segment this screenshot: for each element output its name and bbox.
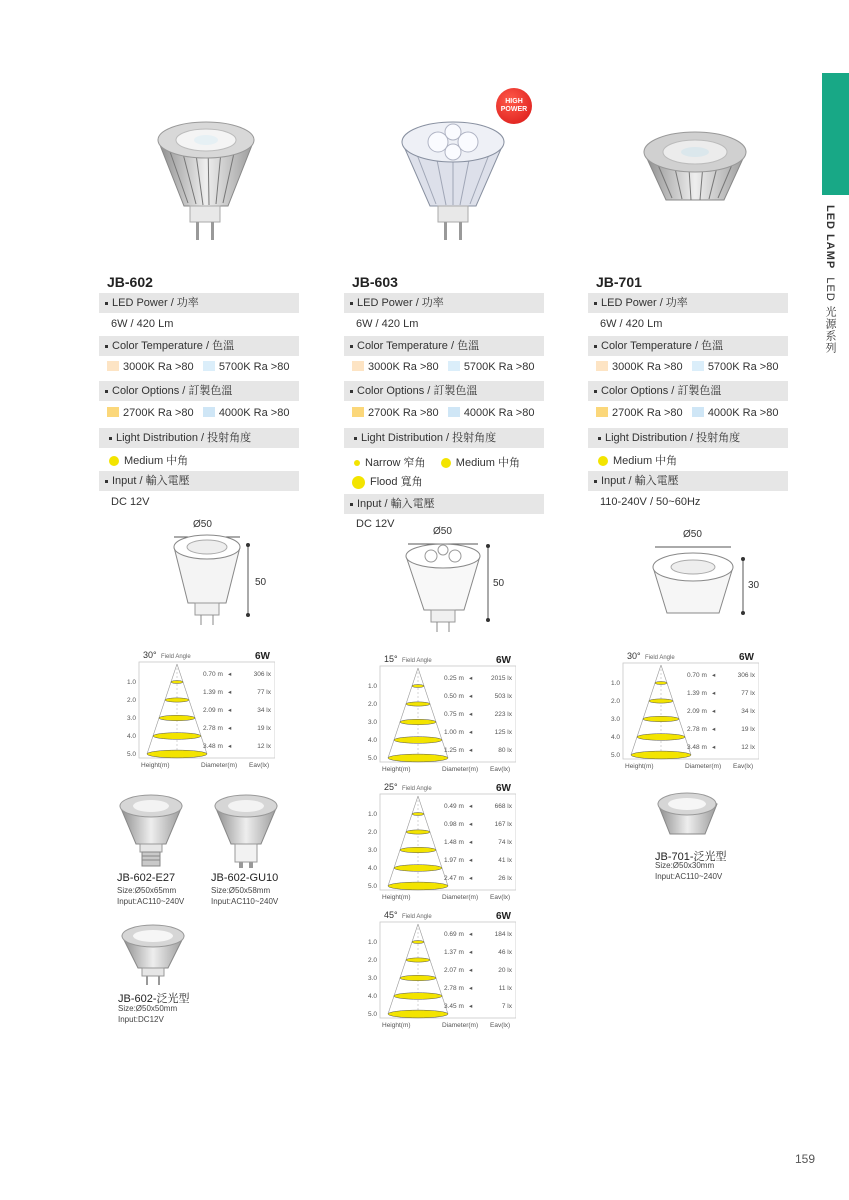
dimension-drawing-jb602 — [160, 515, 270, 630]
chart-cone-left — [388, 796, 418, 886]
chart-height-tick: 2.0 — [127, 697, 137, 704]
spec-block-jb701 — [588, 0, 808, 520]
spec-value-power: 6W / 420 Lm — [356, 318, 419, 330]
spec-bar-color-temperature: Color Temperature / 色溫 — [588, 336, 788, 356]
chart-wattage: 6W — [255, 651, 270, 662]
chart-field-angle: 45° — [384, 910, 398, 920]
variant-image-jb602-flood — [118, 918, 188, 986]
high-power-badge: HIGH POWER — [496, 88, 532, 124]
product-title: JB-701 — [596, 274, 642, 290]
variant-image-jb701-flood — [655, 786, 720, 841]
spec-bar-power: LED Power / 功率 — [344, 293, 544, 313]
variant-image-jb602-gu10 — [211, 788, 281, 870]
chart-eav-value: 184 lx — [494, 931, 512, 938]
chart-eav-value: 19 lx — [257, 725, 271, 732]
chart-eav-value: 7 lx — [501, 1003, 512, 1010]
chart-arrow: ◂ — [228, 743, 232, 750]
chart-field-angle: 30° — [627, 651, 641, 661]
spec-bar-color-options: Color Options / 訂製色溫 — [99, 381, 299, 401]
chart-diameter-value: 1.39 m — [203, 689, 223, 696]
chart-diameter-value: 2.47 m — [444, 875, 464, 882]
spec-value-color-temperature: 3000K Ra >80 5700K Ra >80 — [352, 361, 534, 373]
chart-diameter-value: 2.09 m — [687, 708, 707, 715]
chart-eav-value: 19 lx — [741, 726, 755, 733]
chart-diameter-value: 1.25 m — [444, 747, 464, 754]
chart-height-tick: 5.0 — [368, 883, 378, 890]
chart-diameter-value: 0.69 m — [444, 931, 464, 938]
spec-block-jb603 — [344, 0, 564, 530]
dimension-diameter: Ø50 — [683, 529, 702, 540]
spec-bar-color-temperature: Color Temperature / 色溫 — [99, 336, 299, 356]
chart-xlabel-diameter: Diameter(m) — [442, 766, 479, 773]
dimension-drawing-jb603 — [398, 522, 513, 637]
chart-arrow: ◂ — [228, 725, 232, 732]
chart-arrow: ◂ — [712, 744, 716, 751]
chart-arrow: ◂ — [469, 747, 473, 754]
chart-arrow: ◂ — [228, 707, 232, 714]
chart-eav-value: 2015 lx — [491, 675, 512, 682]
chart-diameter-value: 1.97 m — [444, 857, 464, 864]
chart-height-tick: 2.0 — [368, 829, 378, 836]
chart-field-angle-label: Field Angle — [402, 658, 432, 664]
chart-beam-ellipse — [388, 1010, 448, 1018]
spec-bar-color-temperature: Color Temperature / 色溫 — [344, 336, 544, 356]
dimension-diameter: Ø50 — [433, 526, 452, 537]
chart-eav-value: 12 lx — [741, 744, 755, 751]
chart-eav-value: 77 lx — [741, 690, 755, 697]
chart-arrow: ◂ — [469, 803, 473, 810]
chart-beam-ellipse — [406, 958, 430, 962]
spec-bar-input: Input / 輸入電壓 — [99, 471, 299, 491]
chart-height-tick: 1.0 — [127, 679, 137, 686]
spec-bar-light-distribution: Light Distribution / 投射角度 — [99, 428, 299, 448]
chart-diameter-value: 0.98 m — [444, 821, 464, 828]
chart-eav-value: 26 lx — [498, 875, 512, 882]
chart-cone-left — [388, 924, 418, 1014]
chart-diameter-value: 3.48 m — [687, 744, 707, 751]
chart-height-tick: 3.0 — [368, 975, 378, 982]
chart-wattage: 6W — [496, 783, 511, 794]
chart-beam-ellipse — [147, 750, 207, 758]
spec-value-light-distribution: Medium 中角 — [598, 452, 677, 468]
variant-name: JB-701-泛光型 — [655, 851, 727, 863]
chart-eav-value: 80 lx — [498, 747, 512, 754]
spec-value-light-distribution: Medium 中角 — [109, 452, 188, 468]
chart-xlabel-eav: Eav(lx) — [490, 894, 511, 901]
chart-beam-ellipse — [412, 813, 424, 816]
chart-field-angle: 15° — [384, 654, 398, 664]
chart-beam-ellipse — [643, 716, 679, 721]
chart-beam-ellipse — [165, 698, 189, 702]
chart-arrow: ◂ — [469, 839, 473, 846]
dimension-height: 30 — [748, 580, 760, 591]
chart-eav-value: 503 lx — [494, 693, 512, 700]
chart-diameter-value: 0.70 m — [687, 672, 707, 679]
chart-xlabel-height: Height(m) — [625, 763, 654, 770]
chart-beam-ellipse — [400, 719, 436, 724]
spec-bar-color-options: Color Options / 訂製色溫 — [588, 381, 788, 401]
chart-eav-value: 34 lx — [257, 707, 271, 714]
chart-height-tick: 5.0 — [368, 1011, 378, 1018]
dimension-diameter: Ø50 — [193, 519, 212, 530]
spec-value-input: DC 12V — [111, 496, 150, 508]
chart-arrow: ◂ — [469, 857, 473, 864]
chart-height-tick: 1.0 — [368, 683, 378, 690]
variant-name: JB-602-GU10 — [211, 872, 279, 884]
chart-arrow: ◂ — [469, 949, 473, 956]
chart-beam-ellipse — [649, 699, 673, 703]
chart-eav-value: 125 lx — [494, 729, 512, 736]
variant-spec: Size:Ø50x30mm Input:AC110~240V — [655, 861, 723, 881]
chart-arrow: ◂ — [469, 875, 473, 882]
chart-arrow: ◂ — [469, 711, 473, 718]
chart-height-tick: 2.0 — [368, 701, 378, 708]
chart-beam-ellipse — [153, 733, 201, 740]
chart-eav-value: 306 lx — [253, 671, 271, 678]
chart-arrow: ◂ — [228, 689, 232, 696]
chart-arrow: ◂ — [712, 708, 716, 715]
chart-diameter-value: 2.78 m — [203, 725, 223, 732]
chart-beam-ellipse — [412, 941, 424, 944]
variant-spec: Size:Ø50x58mm Input:AC110~240V — [211, 886, 279, 906]
dimension-height: 50 — [255, 577, 267, 588]
chart-arrow: ◂ — [469, 1003, 473, 1010]
variant-image-jb602-e27 — [116, 788, 186, 870]
beam-chart-jb603-45deg — [366, 908, 516, 1030]
chart-height-tick: 2.0 — [368, 957, 378, 964]
chart-beam-ellipse — [631, 751, 691, 759]
chart-beam-ellipse — [400, 847, 436, 852]
spec-value-power: 6W / 420 Lm — [111, 318, 174, 330]
chart-field-angle-label: Field Angle — [402, 786, 432, 792]
chart-beam-ellipse — [394, 993, 442, 1000]
variant-name: JB-602-E27 — [117, 872, 176, 884]
chart-height-tick: 4.0 — [127, 733, 137, 740]
chart-diameter-value: 1.48 m — [444, 839, 464, 846]
chart-beam-ellipse — [388, 882, 448, 890]
chart-height-tick: 4.0 — [368, 993, 378, 1000]
chart-arrow: ◂ — [469, 931, 473, 938]
beam-chart-jb602-30deg — [125, 648, 275, 770]
variant-spec: Size:Ø50x50mm Input:DC12V — [118, 1004, 178, 1024]
chart-height-tick: 3.0 — [368, 719, 378, 726]
chart-height-tick: 5.0 — [127, 751, 137, 758]
chart-height-tick: 1.0 — [368, 811, 378, 818]
chart-beam-ellipse — [637, 734, 685, 741]
chart-arrow: ◂ — [712, 726, 716, 733]
chart-arrow: ◂ — [469, 675, 473, 682]
chart-diameter-value: 2.78 m — [444, 985, 464, 992]
variant-name: JB-602-泛光型 — [118, 993, 190, 1005]
chart-arrow: ◂ — [228, 671, 232, 678]
chart-beam-ellipse — [394, 865, 442, 872]
chart-diameter-value: 2.09 m — [203, 707, 223, 714]
spec-block-jb602 — [99, 0, 319, 520]
spec-value-color-temperature: 3000K Ra >80 5700K Ra >80 — [596, 361, 778, 373]
chart-eav-value: 46 lx — [498, 949, 512, 956]
chart-xlabel-height: Height(m) — [382, 894, 411, 901]
chart-cone-left — [388, 668, 418, 758]
chart-beam-ellipse — [406, 830, 430, 834]
spec-bar-color-options: Color Options / 訂製色溫 — [344, 381, 544, 401]
chart-field-angle: 25° — [384, 782, 398, 792]
chart-height-tick: 4.0 — [368, 865, 378, 872]
side-accent-tab — [822, 73, 849, 195]
chart-height-tick: 4.0 — [368, 737, 378, 744]
chart-diameter-value: 0.70 m — [203, 671, 223, 678]
chart-eav-value: 77 lx — [257, 689, 271, 696]
chart-height-tick: 3.0 — [611, 716, 621, 723]
chart-arrow: ◂ — [469, 821, 473, 828]
spec-value-light-distribution-flood: Flood 寬角 — [352, 473, 423, 489]
spec-value-color-options: 2700K Ra >80 4000K Ra >80 — [107, 407, 289, 419]
chart-xlabel-height: Height(m) — [382, 766, 411, 773]
chart-height-tick: 2.0 — [611, 698, 621, 705]
chart-xlabel-eav: Eav(lx) — [249, 762, 270, 769]
dimension-drawing-jb701 — [645, 525, 760, 620]
spec-value-input: DC 12V — [356, 518, 395, 530]
spec-value-color-options: 2700K Ra >80 4000K Ra >80 — [596, 407, 778, 419]
chart-diameter-value: 1.39 m — [687, 690, 707, 697]
chart-diameter-value: 2.78 m — [687, 726, 707, 733]
chart-beam-ellipse — [394, 737, 442, 744]
chart-eav-value: 223 lx — [494, 711, 512, 718]
chart-diameter-value: 3.45 m — [444, 1003, 464, 1010]
beam-chart-jb701-30deg — [609, 649, 759, 771]
chart-beam-ellipse — [400, 975, 436, 980]
side-category-label: LED LAMP LED 光源系列 — [824, 205, 836, 354]
chart-field-angle-label: Field Angle — [645, 655, 675, 661]
chart-height-tick: 5.0 — [611, 752, 621, 759]
chart-height-tick: 4.0 — [611, 734, 621, 741]
chart-beam-ellipse — [159, 715, 195, 720]
chart-field-angle: 30° — [143, 650, 157, 660]
chart-eav-value: 74 lx — [498, 839, 512, 846]
chart-xlabel-diameter: Diameter(m) — [442, 1022, 479, 1029]
chart-wattage: 6W — [496, 655, 511, 666]
spec-value-color-options: 2700K Ra >80 4000K Ra >80 — [352, 407, 534, 419]
chart-diameter-value: 3.48 m — [203, 743, 223, 750]
spec-bar-input: Input / 輸入電壓 — [588, 471, 788, 491]
spec-bar-power: LED Power / 功率 — [99, 293, 299, 313]
chart-cone-left — [631, 665, 661, 755]
spec-value-input: 110-240V / 50~60Hz — [600, 496, 701, 508]
chart-arrow: ◂ — [469, 693, 473, 700]
spec-value-power: 6W / 420 Lm — [600, 318, 663, 330]
product-title: JB-602 — [107, 274, 153, 290]
chart-arrow: ◂ — [469, 985, 473, 992]
chart-eav-value: 34 lx — [741, 708, 755, 715]
beam-chart-jb603-25deg — [366, 780, 516, 902]
chart-beam-ellipse — [412, 685, 424, 688]
chart-eav-value: 41 lx — [498, 857, 512, 864]
chart-xlabel-height: Height(m) — [382, 1022, 411, 1029]
dimension-height: 50 — [493, 578, 505, 589]
chart-xlabel-eav: Eav(lx) — [490, 1022, 511, 1029]
chart-beam-ellipse — [171, 681, 183, 684]
chart-arrow: ◂ — [712, 672, 716, 679]
chart-height-tick: 5.0 — [368, 755, 378, 762]
chart-height-tick: 3.0 — [368, 847, 378, 854]
chart-diameter-value: 0.50 m — [444, 693, 464, 700]
chart-height-tick: 1.0 — [368, 939, 378, 946]
chart-xlabel-height: Height(m) — [141, 762, 170, 769]
spec-value-color-temperature: 3000K Ra >80 5700K Ra >80 — [107, 361, 289, 373]
chart-eav-value: 668 lx — [494, 803, 512, 810]
chart-beam-ellipse — [655, 682, 667, 685]
chart-diameter-value: 1.00 m — [444, 729, 464, 736]
spec-value-light-distribution: Narrow 窄角 Medium 中角 — [354, 454, 520, 470]
chart-arrow: ◂ — [712, 690, 716, 697]
chart-eav-value: 306 lx — [737, 672, 755, 679]
page-number: 159 — [795, 1152, 816, 1166]
chart-beam-ellipse — [388, 754, 448, 762]
spec-bar-input: Input / 輸入電壓 — [344, 494, 544, 514]
chart-eav-value: 167 lx — [494, 821, 512, 828]
chart-cone-left — [147, 664, 177, 754]
chart-xlabel-diameter: Diameter(m) — [685, 763, 722, 770]
chart-field-angle-label: Field Angle — [402, 914, 432, 920]
spec-bar-power: LED Power / 功率 — [588, 293, 788, 313]
variant-spec: Size:Ø50x65mm Input:AC110~240V — [117, 886, 185, 906]
spec-bar-light-distribution: Light Distribution / 投射角度 — [344, 428, 544, 448]
chart-height-tick: 3.0 — [127, 715, 137, 722]
chart-diameter-value: 0.49 m — [444, 803, 464, 810]
chart-diameter-value: 0.25 m — [444, 675, 464, 682]
chart-xlabel-diameter: Diameter(m) — [442, 894, 479, 901]
chart-diameter-value: 0.75 m — [444, 711, 464, 718]
chart-field-angle-label: Field Angle — [161, 654, 191, 660]
chart-diameter-value: 2.07 m — [444, 967, 464, 974]
chart-xlabel-diameter: Diameter(m) — [201, 762, 238, 769]
product-title: JB-603 — [352, 274, 398, 290]
chart-xlabel-eav: Eav(lx) — [490, 766, 511, 773]
spec-bar-light-distribution: Light Distribution / 投射角度 — [588, 428, 788, 448]
chart-eav-value: 11 lx — [498, 985, 512, 992]
chart-xlabel-eav: Eav(lx) — [733, 763, 754, 770]
chart-arrow: ◂ — [469, 967, 473, 974]
chart-height-tick: 1.0 — [611, 680, 621, 687]
beam-chart-jb603-15deg — [366, 652, 516, 774]
chart-eav-value: 20 lx — [498, 967, 512, 974]
chart-beam-ellipse — [406, 702, 430, 706]
chart-diameter-value: 1.37 m — [444, 949, 464, 956]
chart-wattage: 6W — [496, 911, 511, 922]
chart-arrow: ◂ — [469, 729, 473, 736]
chart-wattage: 6W — [739, 652, 754, 663]
chart-eav-value: 12 lx — [257, 743, 271, 750]
